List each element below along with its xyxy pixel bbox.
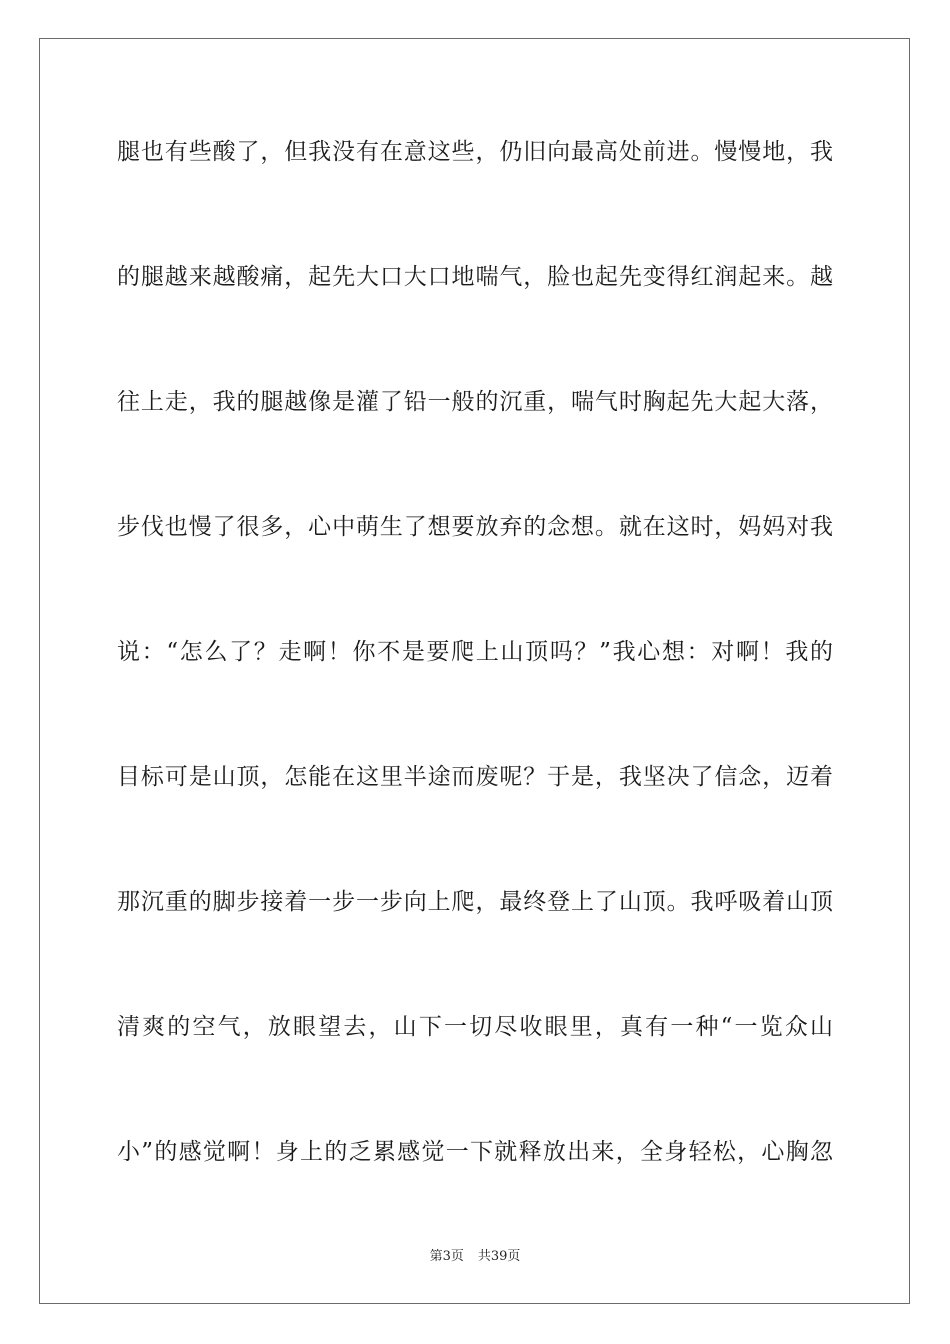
text-line: 腿也有些酸了，但我没有在意这些，仍旧向最高处前进。慢慢地，我 (117, 139, 833, 165)
text-line: 的腿越来越酸痛，起先大口大口地喘气，脸也起先变得红润起来。越 (117, 264, 833, 290)
document-body (117, 122, 833, 1182)
text-line: 目标可是山顶，怎能在这里半途而废呢？于是，我坚决了信念，迈着 (117, 764, 833, 790)
text-line: 步伐也慢了很多，心中萌生了想要放弃的念想。就在这时，妈妈对我 (117, 514, 833, 540)
text-line: 说：“怎么了？走啊！你不是要爬上山顶吗？”我心想：对啊！我的 (117, 639, 833, 665)
text-line: 小”的感觉啊！身上的乏累感觉一下就释放出来，全身轻松，心胸忽 (117, 1139, 833, 1165)
text-line: 清爽的空气，放眼望去，山下一切尽收眼里，真有一种“一览众山 (117, 1014, 833, 1040)
text-line: 往上走，我的腿越像是灌了铅一般的沉重，喘气时胸起先大起大落， (117, 389, 833, 415)
page-total: 共39页 (477, 1249, 521, 1264)
page-number: 第3页 (429, 1249, 464, 1264)
page-footer (0, 1245, 950, 1264)
text-line: 那沉重的脚步接着一步一步向上爬，最终登上了山顶。我呼吸着山顶 (117, 889, 833, 915)
